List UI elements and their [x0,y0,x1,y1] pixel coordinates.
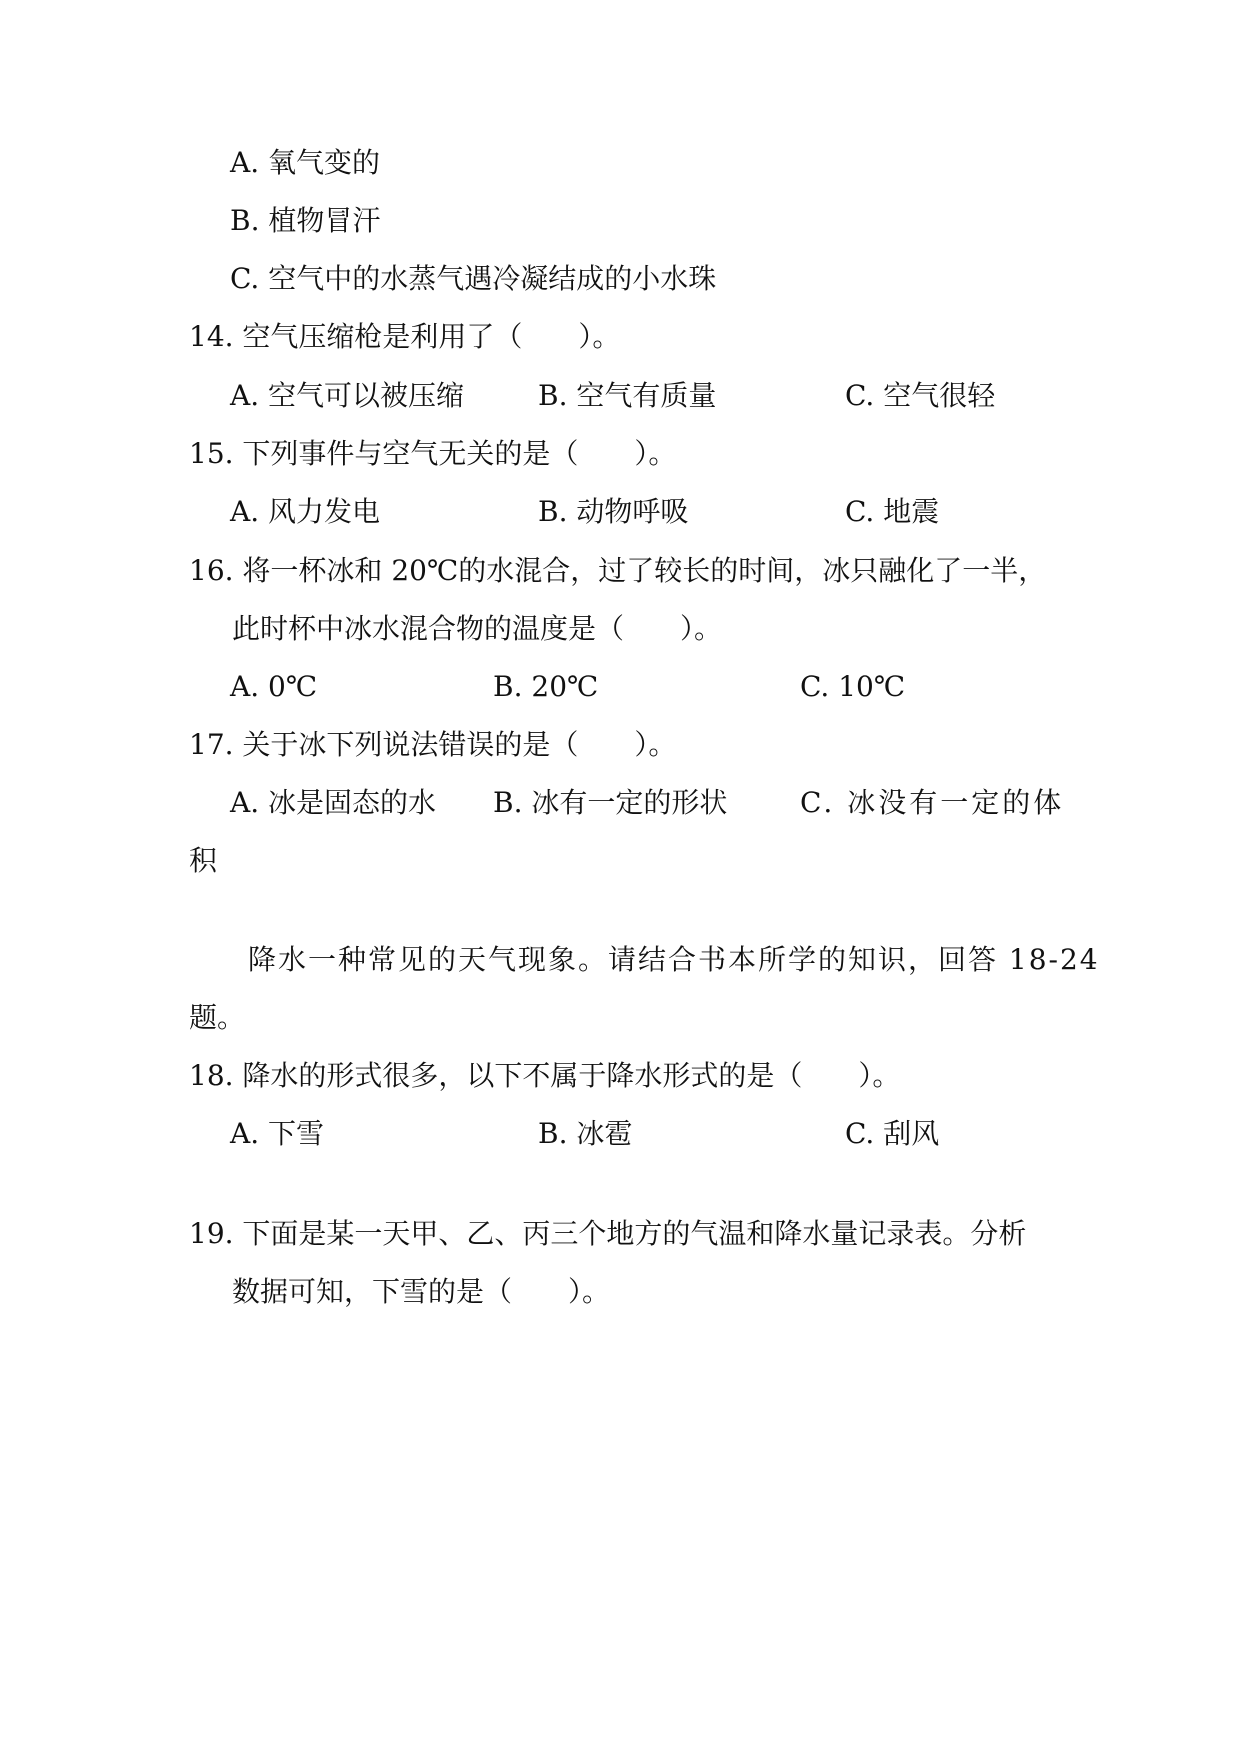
q16-stem-line2: 此时杯中冰水混合物的温度是（ ）。 [232,612,723,645]
q18-option-c: C. 刮风 [845,1117,940,1150]
q15-option-c: C. 地震 [845,495,940,528]
q16-option-b: B. 20℃ [493,670,599,703]
intro-paragraph-line2: 题。 [189,1001,246,1034]
q15-option-b: B. 动物呼吸 [538,495,689,528]
q19-stem-line2: 数据可知，下雪的是（ ）。 [232,1275,611,1308]
q14-option-a: A. 空气可以被压缩 [230,379,465,412]
q17-stem: 17. 关于冰下列说法错误的是（ ）。 [189,728,677,761]
q13-option-b: B. 植物冒汗 [230,204,381,237]
q17-option-c-wrap: 积 [189,844,218,877]
q14-option-c: C. 空气很轻 [845,379,996,412]
q13-option-a: A. 氧气变的 [230,146,381,179]
q15-stem: 15. 下列事件与空气无关的是（ ）。 [189,437,677,470]
q16-option-a: A. 0℃ [230,670,318,703]
q14-stem: 14. 空气压缩枪是利用了（ ）。 [189,320,621,353]
q18-option-b: B. 冰雹 [538,1117,633,1150]
q15-option-a: A. 风力发电 [230,495,381,528]
q14-option-b: B. 空气有质量 [538,379,717,412]
q19-stem-line1: 19. 下面是某一天甲、乙、丙三个地方的气温和降水量记录表。分析 [189,1217,1027,1250]
q17-option-b: B. 冰有一定的形状 [493,786,728,819]
q16-option-c: C. 10℃ [800,670,906,703]
q18-stem: 18. 降水的形式很多，以下不属于降水形式的是（ ）。 [189,1059,901,1092]
q18-option-a: A. 下雪 [230,1117,325,1150]
q17-option-c: C. 冰没有一定的体 [800,786,1065,819]
q13-option-c: C. 空气中的水蒸气遇冷凝结成的小水珠 [230,262,717,295]
q16-stem-line1: 16. 将一杯冰和 20℃的水混合，过了较长的时间，冰只融化了一半， [189,554,1047,587]
intro-paragraph-line1: 降水一种常见的天气现象。请结合书本所学的知识，回答 18-24 [248,943,1100,976]
q17-option-a: A. 冰是固态的水 [230,786,437,819]
